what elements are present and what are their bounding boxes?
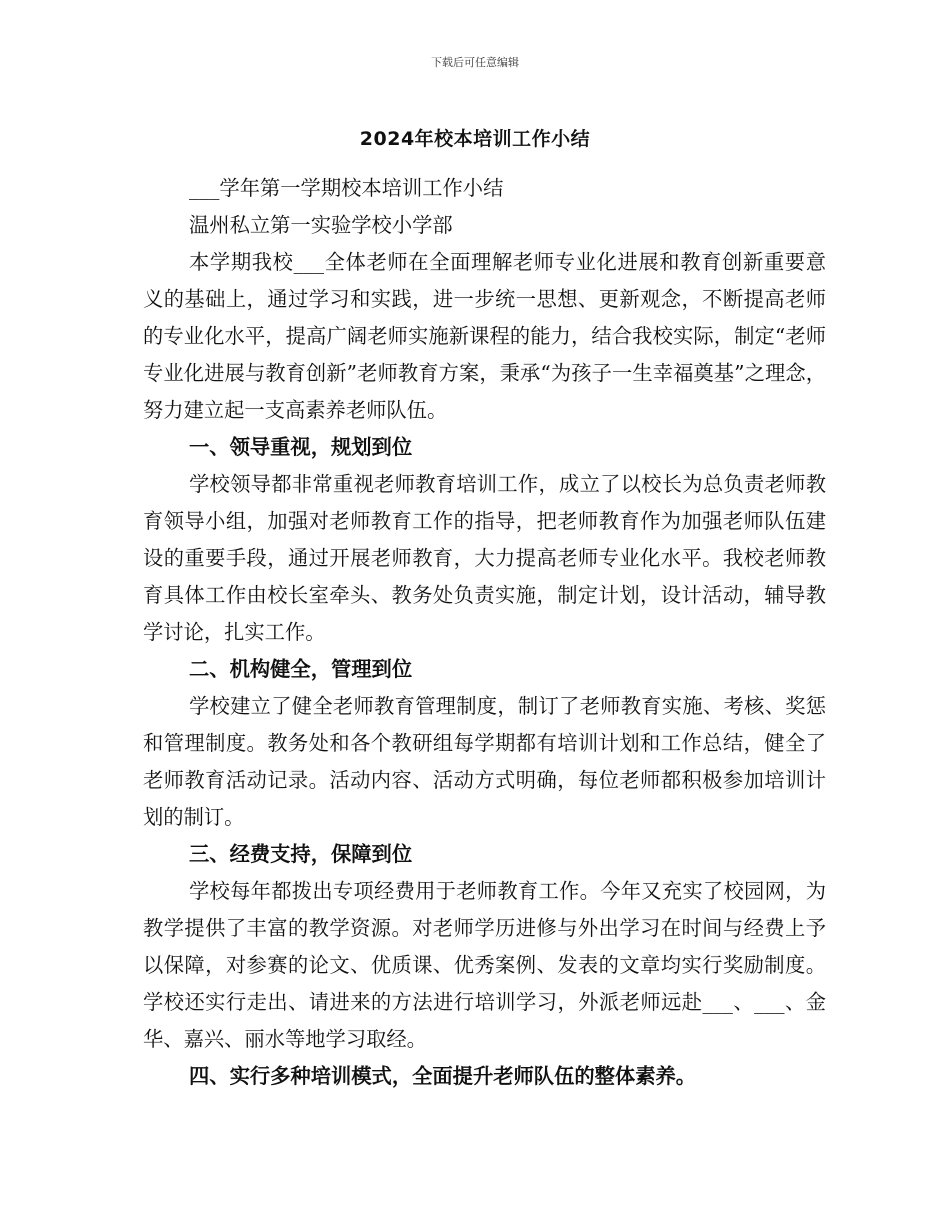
section-paragraph-1: 学校领导都非常重视老师教育培训工作，成立了以校长为总负责老师教育领导小组，加强对老师教育工作的指导，把老师教育作为加强老师队伍建设的重要手段，通过开展老师教育，大力提高老师专业化水平。我校老师教育具体工作由校长室牵头、教务处负责实施，制定计划，设计活动，辅导教学讨论，扎实工作。 <box>143 472 826 644</box>
section-paragraph-2: 学校建立了健全老师教育管理制度，制订了老师教育实施、考核、奖惩和管理制度。教务处和各个教研组每学期都有培训计划和工作总结，健全了老师教育活动记录。活动内容、活动方式明确，每位老师都积极参加培训计划的制订。 <box>143 694 826 829</box>
school-name: 温州私立第一实验学校小学部 <box>189 213 453 237</box>
section-heading-1: 一、领导重视，规划到位 <box>189 435 413 459</box>
subtitle-line: ___学年第一学期校本培训工作小结 <box>189 176 504 200</box>
header-note: 下载后可任意编辑 <box>431 56 519 69</box>
document-body <box>143 170 826 1095</box>
section-heading-4: 四、实行多种培训模式，全面提升老师队伍的整体素养。 <box>189 1064 697 1088</box>
intro-paragraph: 本学期我校___全体老师在全面理解老师专业化进展和教育创新重要意义的基础上，通过学习和实践，进一步统一思想、更新观念，不断提高老师的专业化水平，提高广阔老师实施新课程的能力，结合我校实际，制定“老师专业化进展与教育创新”老师教育方案，秉承“为孩子一生幸福奠基”之理念，努力建立起一支高素养老师队伍。 <box>143 250 826 422</box>
section-heading-2: 二、机构健全，管理到位 <box>189 657 413 681</box>
section-paragraph-3: 学校每年都拨出专项经费用于老师教育工作。今年又充实了校园网，为教学提供了丰富的教学资源。对老师学历进修与外出学习在时间与经费上予以保障，对参赛的论文、优质课、优秀案例、发表的文章均实行奖励制度。学校还实行走出、请进来的方法进行培训学习，外派老师远赴___、___、金华、嘉兴、丽水等地学习取经。 <box>143 879 826 1051</box>
document-title: 2024年校本培训工作小结 <box>359 128 591 150</box>
section-heading-3: 三、经费支持，保障到位 <box>189 842 413 866</box>
